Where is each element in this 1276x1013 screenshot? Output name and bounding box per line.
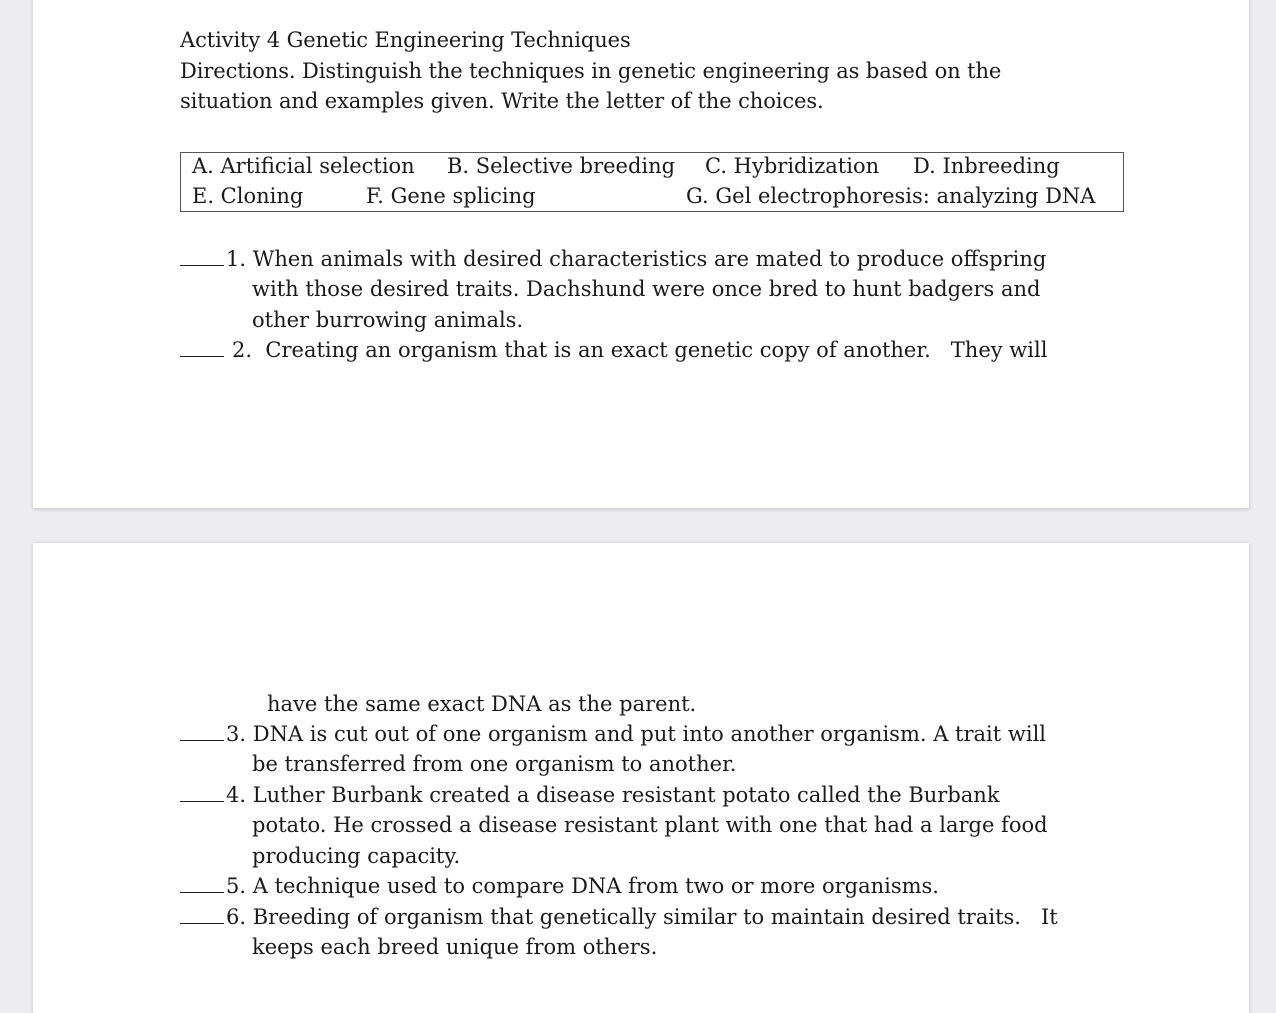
activity-title: Activity 4 Genetic Engineering Techniques — [180, 28, 631, 52]
question-text: Luther Burbank created a disease resistant potato called the Burbank — [252, 783, 1000, 807]
choices-box — [180, 152, 1124, 212]
answer-blank-2[interactable] — [180, 336, 224, 357]
question-number: 4. — [226, 783, 247, 807]
directions-line-1: Directions. Distinguish the techniques in genetic engineering as based on the — [180, 59, 1002, 83]
choice-d: D. Inbreeding — [913, 154, 1060, 178]
question-1-line-3: other burrowing animals. — [252, 308, 524, 332]
question-6 — [180, 902, 1058, 933]
question-text: A technique used to compare DNA from two or more organisms. — [252, 874, 939, 898]
question-5 — [180, 871, 939, 902]
choice-e: E. Cloning — [192, 184, 304, 208]
answer-blank-4[interactable] — [180, 781, 224, 802]
document-page-2 — [33, 543, 1249, 1013]
answer-blank-1[interactable] — [180, 245, 224, 266]
question-number: 2. — [232, 338, 253, 362]
choice-c: C. Hybridization — [705, 154, 880, 178]
question-text: DNA is cut out of one organism and put into another organism. A trait will — [252, 722, 1047, 746]
question-1 — [180, 244, 1046, 275]
question-4-line-3: producing capacity. — [252, 844, 461, 868]
question-text: Creating an organism that is an exact genetic copy of another. They will — [265, 338, 1048, 362]
answer-blank-5[interactable] — [180, 872, 224, 893]
choice-g: G. Gel electrophoresis: analyzing DNA — [686, 184, 1096, 208]
question-4-line-2: potato. He crossed a disease resistant plant with one that had a large food — [252, 813, 1048, 837]
question-6-line-2: keeps each breed unique from others. — [252, 935, 658, 959]
question-4 — [180, 780, 1000, 811]
question-2 — [180, 335, 1047, 366]
answer-blank-3[interactable] — [180, 720, 224, 741]
choice-b: B. Selective breeding — [447, 154, 676, 178]
document-page-1 — [33, 0, 1249, 508]
question-text: Breeding of organism that genetically similar to maintain desired traits. It — [252, 905, 1058, 929]
question-number: 3. — [226, 722, 247, 746]
question-number: 1. — [226, 247, 247, 271]
question-1-line-2: with those desired traits. Dachshund were once bred to hunt badgers and — [252, 277, 1041, 301]
question-2-line-2: have the same exact DNA as the parent. — [267, 692, 697, 716]
question-number: 6. — [226, 905, 247, 929]
question-number: 5. — [226, 874, 247, 898]
choice-a: A. Artificial selection — [192, 154, 415, 178]
question-3 — [180, 719, 1046, 750]
directions-line-2: situation and examples given. Write the letter of the choices. — [180, 89, 824, 113]
question-text: When animals with desired characteristics are mated to produce offspring — [252, 247, 1047, 271]
answer-blank-6[interactable] — [180, 903, 224, 924]
choice-f: F. Gene splicing — [366, 184, 536, 208]
question-3-line-2: be transferred from one organism to another. — [252, 752, 737, 776]
